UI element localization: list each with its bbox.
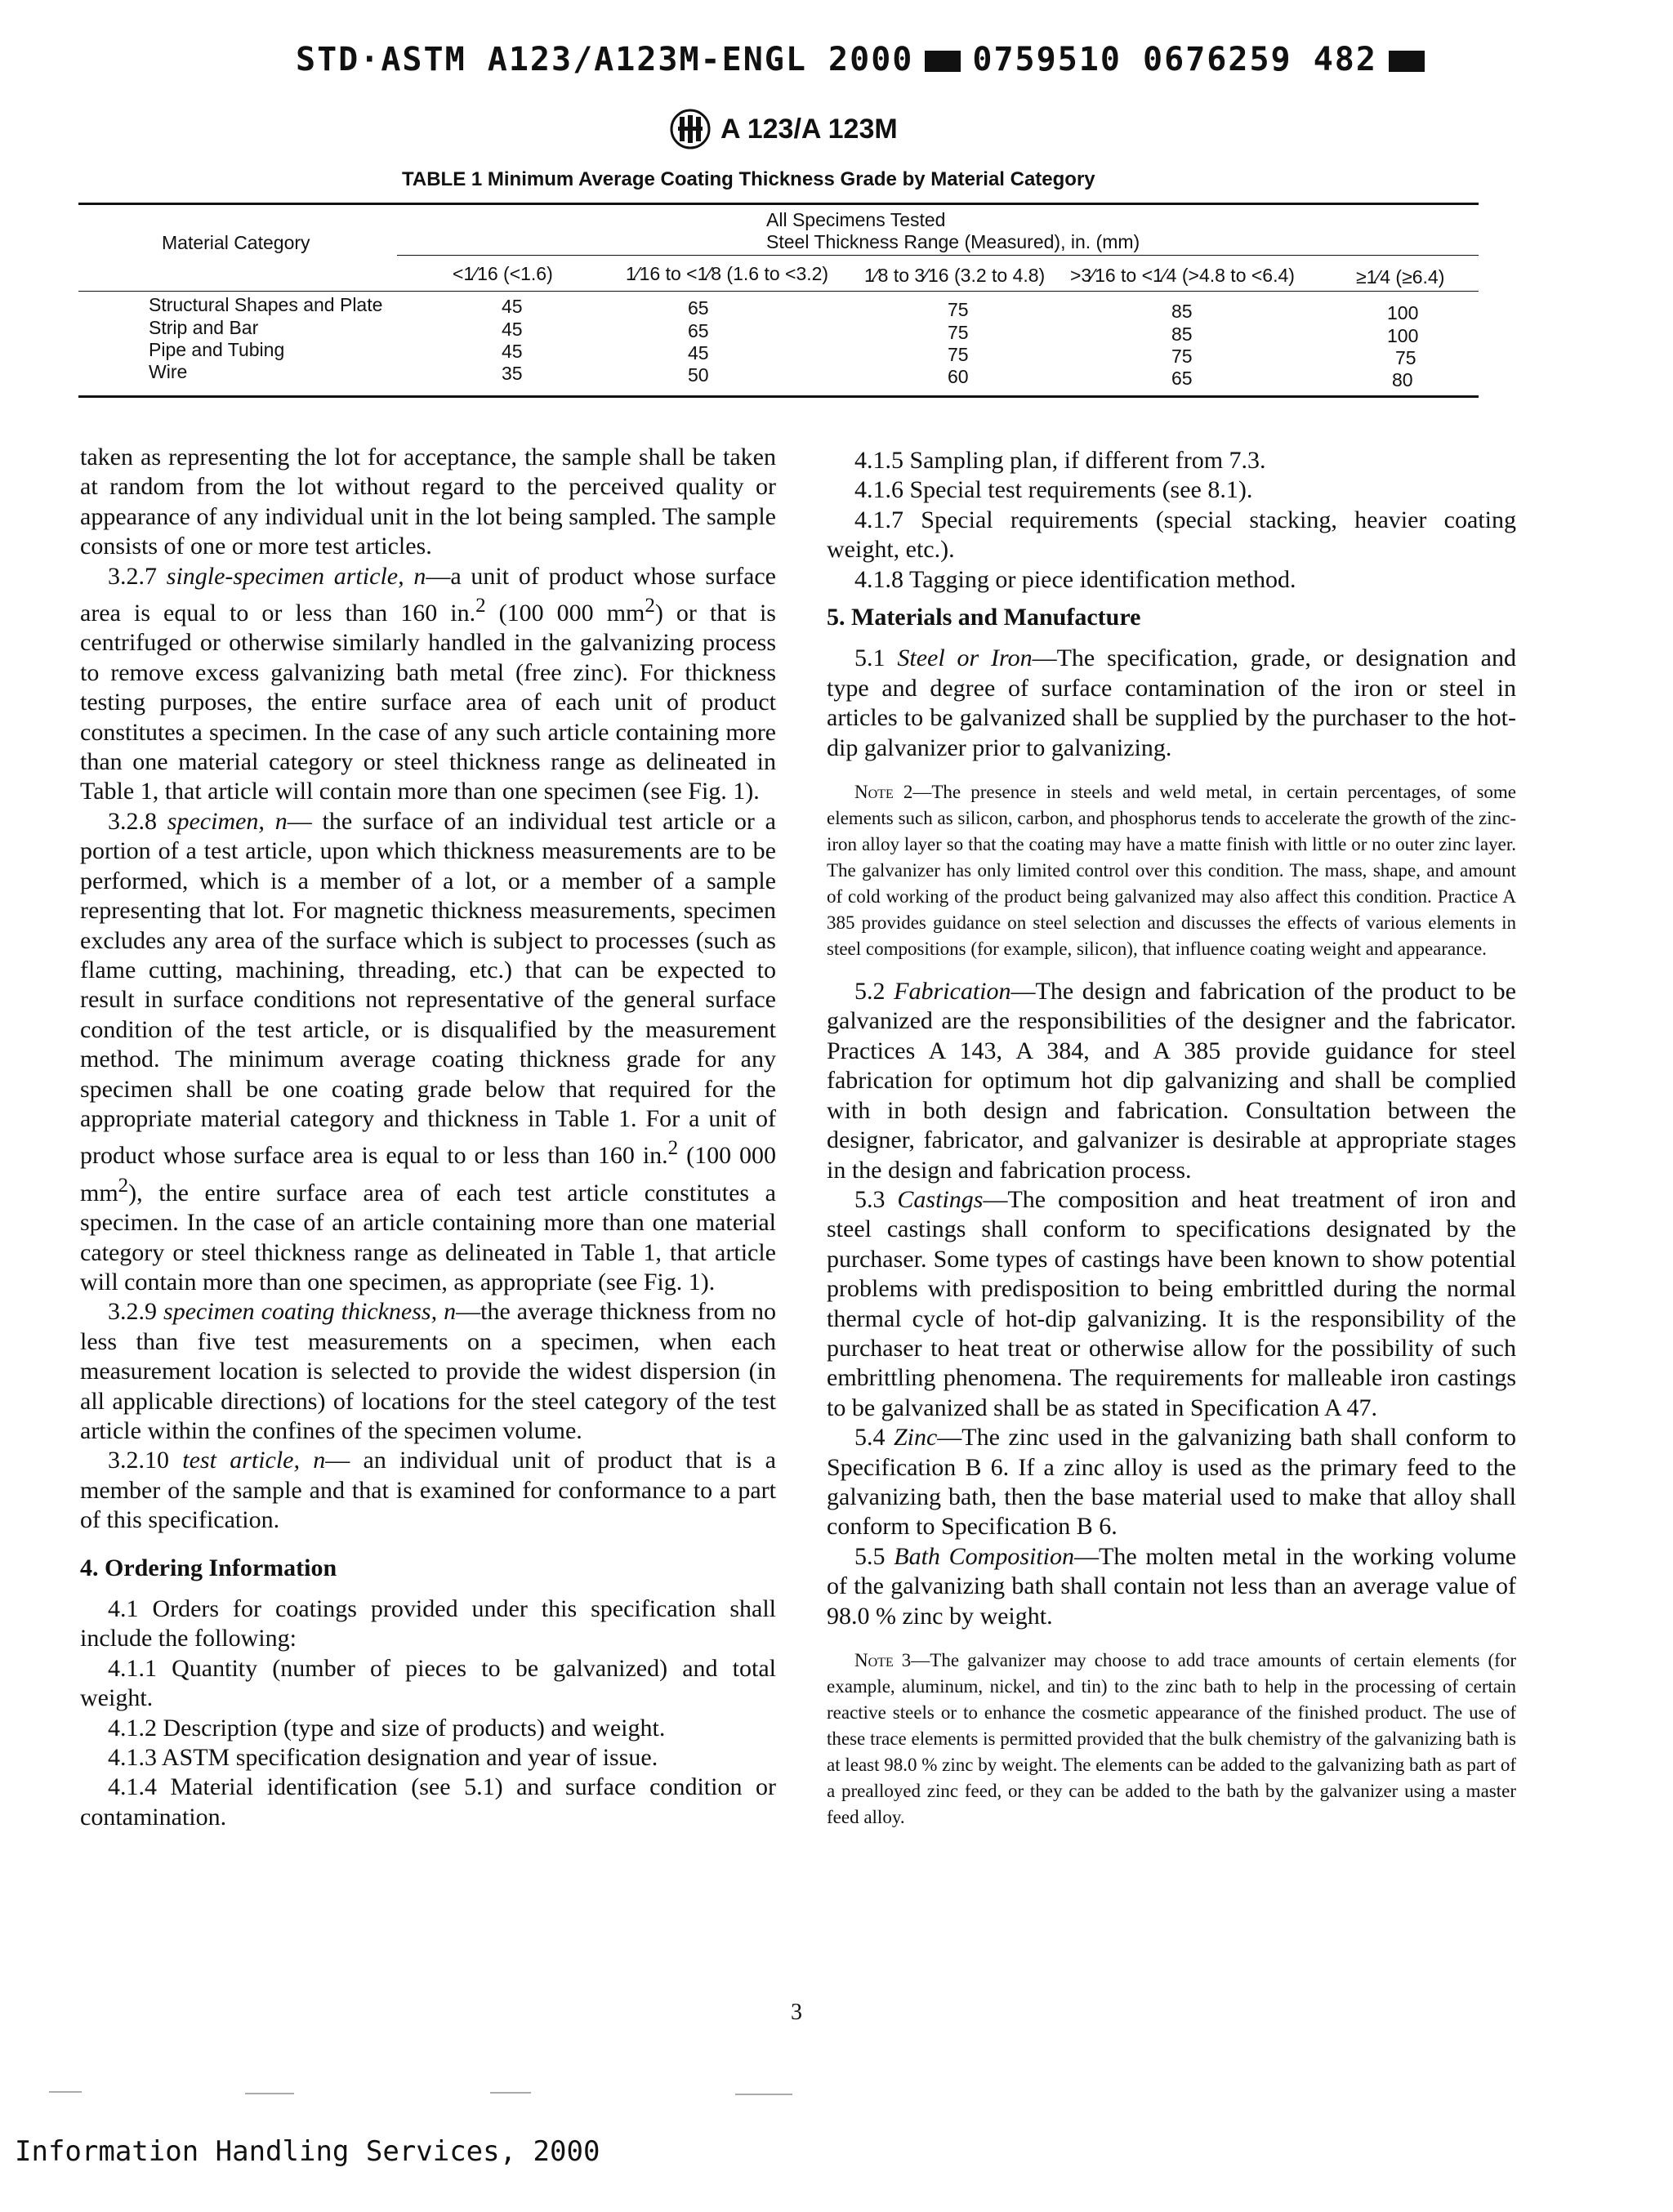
column-header: 1⁄8 to 3⁄16 (3.2 to 4.8) [864, 265, 1046, 286]
document-code-header [296, 41, 1407, 78]
section-heading-5: 5. Materials and Manufacture [827, 604, 1141, 631]
table-cell: 75 [1171, 346, 1193, 367]
clause-5-4: 5.4 Zinc—The zinc used in the galvanizing bath shall conform to Specification B 6. If a zinc alloy is used as the primary feed to the galvanizing bath, then the base material used to make that alloy shall conform to Specification B 6. [827, 1424, 1517, 1541]
definition-3-2-8: 3.2.8 specimen, n— the surface of an individual test article or a portion of a test article, upon which thickness measurements are to be performed, which is a member of a lot, or a member of a sample representing that lot. For magnetic thickness measurements, specimen excludes any area of the surface which is subject to processes (such as flame cutting, machining, threading, etc.) that can be expected to result in surface conditions not representative of the general surface condition of the test article, or is disqualified by the measurement method. The minimum average coating thickness grade for any specimen shall be one coating grade below that required for the appropriate material category and thickness in Table 1. For a unit of product whose surface area is equal to or less than 160 in.$^2$ (100 000 $mm^2$), the entire surface area of each test article constitutes a specimen. In the case of an article containing more than one material category or steel thickness range as delineated in Table 1, that article will contain more than one specimen, as appropriate (see Fig. 1). [80, 807, 776, 1296]
definition-3-2-7: 3.2.7 single-specimen article, n—a unit of product whose surface area is equal to or less than 160 in.$^2$ (100 000 $mm^2$) or that is centrifuged or otherwise similarly handled in the galvanizing process to remove excess galvanizing bath metal (free zinc). For thickness testing purposes, the entire surface area of each unit of product constitutes a specimen. In the case of any such article containing more than one material category or steel thickness range as delineated in Table 1, that article will contain more than one specimen (see Fig. 1). [80, 562, 777, 805]
designation-row [670, 105, 898, 154]
table-cell: 45 [502, 319, 523, 340]
paragraph: taken as representing the lot for acceptance, the sample shall be taken at random from the lot without regard to the perceived quality or appearance of any individual unit in the lot being sampled. The sample consists of one or more test articles. [80, 444, 776, 560]
table-cell: 65 [688, 297, 709, 319]
clause-5-1: 5.1 Steel or Iron—The specification, grade, or designation and type and degree of surface contamination of the iron or steel in articles to be galvanized shall be supplied by the purchaser to the hot-dip galvanizer prior to galvanizing. [827, 644, 1516, 761]
table-cell: 35 [502, 363, 523, 384]
header-bottom-rule [78, 291, 1479, 292]
astm-logo-icon [670, 109, 711, 149]
note-2: Note 2—The presence in steels and weld metal, in certain percentages, of some elements such as silicon, carbon, and phosphorus tends to accelerate the growth of the zinc-iron alloy layer so that the coating may have a matte finish with little or no outer zinc layer. The galvanizer has only limited control over this condition. The mass, shape, and amount of cold working of the product being galvanized may also affect this condition. Practice A 385 provides guidance on steel selection and discusses the effects of various elements in steel compositions (for example, silicon), that influence coating weight and appearance. [827, 782, 1516, 960]
clause-4-1: 4.1 Orders for coatings provided under this specification shall include the following: [80, 1595, 776, 1652]
table-title: TABLE 1 Minimum Average Coating Thickness Grade by Material Category [402, 168, 1095, 190]
definition-3-2-9: 3.2.9 specimen coating thickness, n—the average thickness from no less than five test measurements on a specimen, when each measurement location is selected to provide the widest dispersion (in all applicable directions) of locations for the steel category of the test article within the confines of the specimen volume. [80, 1298, 777, 1444]
code-right: 0759510 0676259 482 [972, 41, 1377, 78]
row-label: Wire [149, 361, 188, 382]
clause-4-1-3: 4.1.3 ASTM specification designation and year of issue. [108, 1744, 658, 1772]
clause-5-3: 5.3 Castings—The composition and heat treatment of iron and steel castings shall conform to specifications designated by the purchaser. Some types of castings have been known to show potential problems with predisposition to being embrittled during the normal thermal cycle of hot-dip galvanizing. It is the responsibility of the purchaser to heat treat or otherwise allow for the possibility of such embrittling phenomena. The requirements for malleable iron castings to be galvanized shall be as stated in Specification A 47. [827, 1185, 1516, 1421]
scan-artifact [49, 2091, 82, 2093]
table-cell: 65 [688, 320, 709, 341]
scan-artifact [735, 2094, 792, 2095]
redaction-block [1389, 51, 1425, 72]
clause-5-5: 5.5 Bath Composition—The molten metal in the working volume of the galvanizing bath shall contain not less than an average value of 98.0 % zinc by weight. [827, 1542, 1517, 1630]
column-header: <1⁄16 (<1.6) [453, 263, 553, 284]
table-cell: 100 [1387, 325, 1419, 346]
clause-4-1-1: 4.1.1 Quantity (number of pieces to be galvanized) and total weight. [80, 1654, 776, 1712]
material-header: Material Category [162, 232, 310, 253]
definition-3-2-10: 3.2.10 test article, n— an individual unit of product that is a member of the sample and that is examined for conformance to a part of this specification. [80, 1447, 776, 1534]
table-cell: 75 [948, 344, 969, 365]
row-label: Structural Shapes and Plate [149, 294, 383, 315]
group-header-1: All Specimens Tested [766, 209, 946, 230]
column-header: >3⁄16 to <1⁄4 (>4.8 to <6.4) [1070, 265, 1295, 286]
table-cell: 75 [1395, 347, 1416, 368]
scan-artifact [490, 2092, 531, 2094]
left-column [80, 443, 776, 1832]
table-cell: 45 [502, 341, 523, 362]
row-label: Pipe and Tubing [149, 339, 285, 360]
column-header: 1⁄16 to <1⁄8 (1.6 to <3.2) [626, 263, 829, 284]
redaction-block [925, 51, 961, 72]
note-3: Note 3—The galvanizer may choose to add trace amounts of certain elements (for example, aluminum, nickel, and tin) to the zinc bath to help in the processing of certain reactive steels or to enhance the cosmetic appearance of the finished product. The use of these trace elements is permitted provided that the bulk chemistry of the galvanizing bath is at least 98.0 % zinc by weight. The elements can be added to the galvanizing bath as part of a prealloyed zinc feed, or they can be added to the bath by the galvanizer using a master feed alloy. [827, 1650, 1516, 1827]
table-cell: 85 [1171, 301, 1193, 322]
column-header: ≥1⁄4 (≥6.4) [1356, 266, 1445, 288]
table-cell: 100 [1387, 302, 1419, 323]
clause-4-1-2: 4.1.2 Description (type and size of products) and weight. [108, 1714, 666, 1742]
clause-4-1-6: 4.1.6 Special test requirements (see 8.1). [854, 476, 1253, 504]
group-header-2: Steel Thickness Range (Measured), in. (mm) [766, 231, 1140, 252]
table-bottom-rule [78, 395, 1479, 398]
table-cell: 65 [1171, 368, 1193, 389]
page-number: 3 [791, 2000, 802, 2025]
clause-4-1-5: 4.1.5 Sampling plan, if different from 7.3. [854, 447, 1266, 474]
table-cell: 50 [688, 364, 709, 386]
clause-4-1-8: 4.1.8 Tagging or piece identification method. [854, 565, 1296, 593]
table-top-rule [78, 203, 1479, 205]
section-heading-4: 4. Ordering Information [80, 1554, 337, 1581]
right-column [827, 446, 1516, 1845]
table-cell: 80 [1392, 369, 1413, 390]
row-label: Strip and Bar [149, 317, 259, 338]
clause-5-2: 5.2 Fabrication—The design and fabrication of the product to be galvanized are the responsibilities of the designer and the fabricator. Practices A 143, A 384, and A 385 provide guidance for steel fabrication for optimum hot dip galvanizing and shall be complied with in both design and fabrication. Consultation between the designer, fabricator, and galvanizer is desirable at appropriate stages in the design and fabrication process. [827, 978, 1516, 1184]
scan-artifact [245, 2093, 294, 2094]
table-cell: 75 [948, 322, 969, 343]
code-left: STD·ASTM A123/A123M-ENGL 2000 [296, 41, 914, 78]
group-header-rule [397, 255, 1479, 256]
footer-credit: Information Handling Services, 2000 [15, 2135, 600, 2168]
table-cell: 85 [1171, 323, 1193, 345]
table-cell: 75 [948, 299, 969, 320]
standard-designation: A 123/A 123M [721, 113, 898, 145]
table-cell: 60 [948, 366, 969, 387]
clause-4-1-4: 4.1.4 Material identification (see 5.1) and surface condition or contamination. [80, 1773, 776, 1831]
clause-4-1-7: 4.1.7 Special requirements (special stacking, heavier coating weight, etc.). [827, 506, 1516, 564]
table-cell: 45 [688, 342, 709, 363]
table-cell: 45 [502, 296, 523, 317]
